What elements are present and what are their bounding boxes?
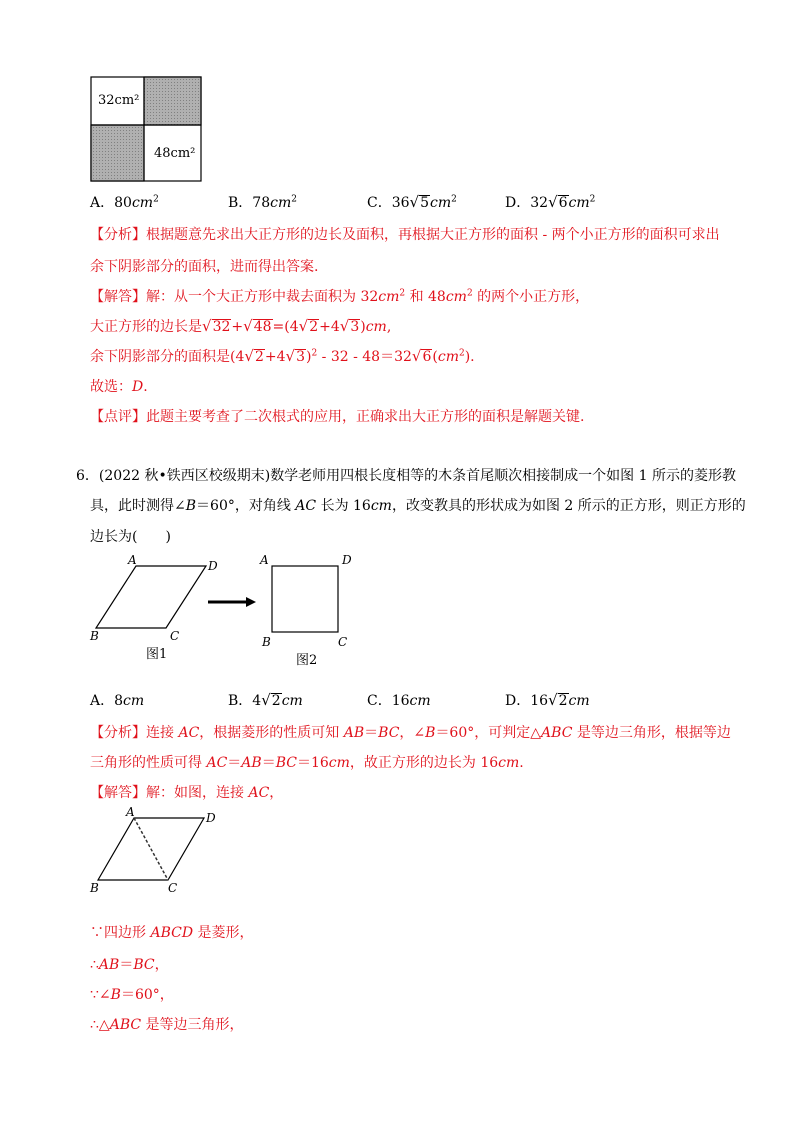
q6-option-c: C．16cm [367,693,431,709]
fig1-caption: 图1 [146,647,168,662]
fig1-label-d: D [208,559,218,573]
q6-step-2: ∴AB＝BC， [90,957,169,973]
fig1-label-c: C [170,629,180,643]
q6-answer-figure [88,806,228,896]
q6-analysis-line1: 【分析】连接 AC，根据菱形的性质可知 AB＝BC，∠B＝60°，可判定△ABC 是等边三角形，根据等边 [90,725,731,741]
q5-option-d: D．$32√6cm^2$ [505,193,596,211]
q5-comment: 【点评】此题主要考查了二次根式的应用，正确求出大正方形的面积是解题关键. [90,409,585,425]
fig2-label-a: A [260,553,269,567]
fig1-label-b: B [90,629,99,643]
fig2-label-d: D [342,553,352,567]
fig2-label-b: B [262,635,271,649]
q6-answer-line1: 【解答】解：如图，连接 AC， [90,785,284,801]
shaded-region-top [144,77,201,125]
small-square-label-top: 32cm² [98,93,140,108]
q5-answer-line1: 【解答】解：从一个大正方形中裁去面积为 $32cm^2$ 和 $48cm^2$ 的两个小正方形， [90,288,590,305]
q6-step-3: ∵∠B＝60°， [90,987,174,1003]
diagonal-ac [134,818,168,880]
ans-label-a: A [126,806,135,819]
q6-stem-line1: 6．(2022 秋•铁西区校级期末)数学老师用四根长度相等的木条首尾顺次相接制成一个如图 1 所示的菱形教 [76,468,736,484]
q5-answer-line3: 余下阴影部分的面积是$(4√2+4√3)^2 - 32 - 48=32√6(cm^2)$. [90,347,475,365]
q6-option-a: A．8cm [90,693,145,709]
q5-option-c: C．$36√5cm^2$ [367,193,457,211]
fig2-caption: 图2 [296,653,318,668]
shaded-region-bottom [91,125,144,181]
q5-option-a: A．$80cm^2$ [90,194,159,211]
small-square-label-bottom: 48cm² [154,146,196,161]
q5-answer-line4: 故选：D. [90,379,148,395]
q5-option-b: B．$78cm^2$ [228,194,297,211]
rhombus [96,566,206,628]
q6-stem-line3: 边长为( ) [90,529,171,545]
ans-label-c: C [168,881,178,895]
q5-analysis-line2: 余下阴影部分的面积，进而得出答案. [90,259,319,275]
q6-stem-line2: 具，此时测得∠B＝60°，对角线 AC 长为 16cm，改变教具的形状成为如图 2 所示的正方形，则正方形的 [90,498,746,514]
fig2-label-c: C [338,635,348,649]
q6-option-b: B．4√2cm [228,691,303,709]
q6-figures [88,552,368,674]
square [272,566,338,632]
q5-answer-line2: 大正方形的边长是√32+√48=(4√2+4√3)cm, [90,317,392,335]
q6-analysis-line2: 三角形的性质可得 AC＝AB＝BC＝16cm，故正方形的边长为 16cm. [90,755,524,771]
q5-analysis-line1: 【分析】根据题意先求出大正方形的边长及面积，再根据大正方形的面积 - 两个小正方形的面积可求出 [90,227,720,243]
fig1-label-a: A [128,553,137,567]
q6-option-d: D．16√2cm [505,691,590,709]
q6-step-4: ∴△ABC 是等边三角形， [90,1017,244,1033]
ans-label-b: B [90,881,99,895]
ans-label-d: D [206,811,216,825]
q6-step-1: ∵四边形 ABCD 是菱形， [90,925,254,941]
